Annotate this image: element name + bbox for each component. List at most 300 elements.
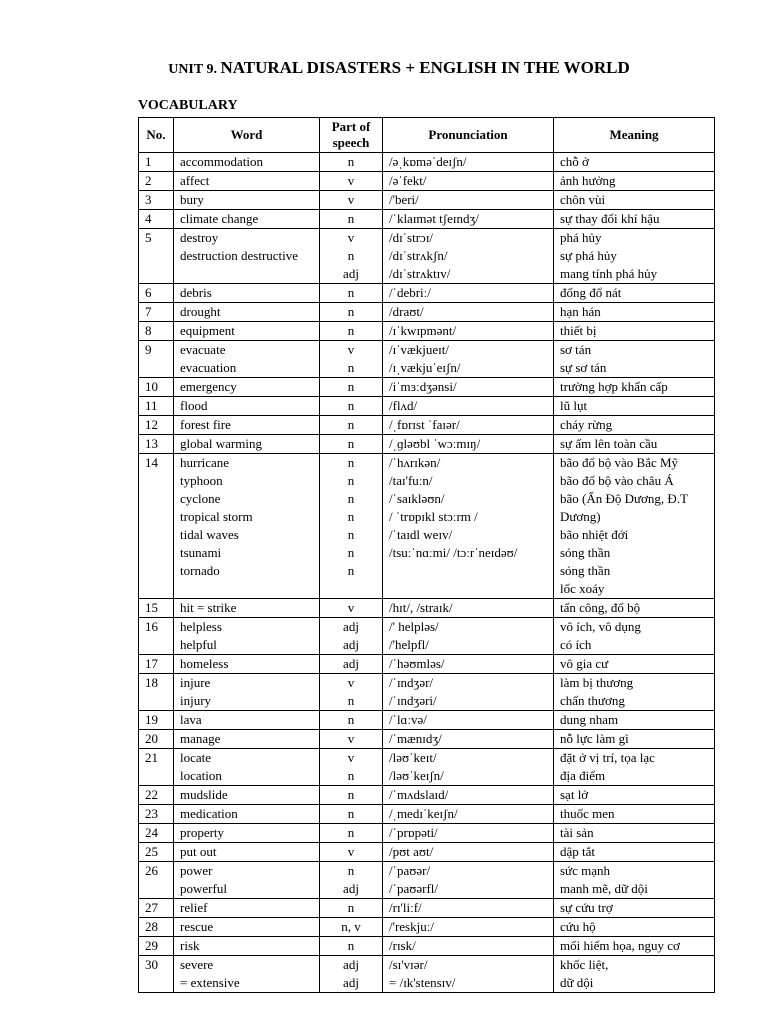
- header-no: No.: [139, 118, 174, 153]
- pronunciation-cell: [383, 191, 554, 210]
- meaning-line: sự phá hủy: [560, 248, 617, 263]
- word-line: destroy: [180, 230, 219, 245]
- pronunciation-cell: [383, 862, 554, 899]
- table-row: [139, 843, 715, 862]
- meaning-line: bão nhiệt đới: [560, 527, 629, 542]
- part-of-speech-line: n: [347, 154, 355, 169]
- row-number: 8: [139, 322, 174, 341]
- word-line: evacuation: [180, 360, 237, 375]
- meaning-cell: [554, 303, 715, 322]
- pronunciation-line: /ˌfɒrɪst ˈfaɪər/: [389, 417, 460, 432]
- table-row: [139, 454, 715, 599]
- word-line: equipment: [180, 323, 235, 338]
- pronunciation-cell: [383, 341, 554, 378]
- word-line: global warming: [180, 436, 262, 451]
- meaning-line: vô ích, vô dụng: [560, 619, 641, 634]
- word-line: put out: [180, 844, 217, 859]
- part-of-speech-cell: [320, 210, 383, 229]
- part-of-speech-cell: [320, 322, 383, 341]
- meaning-line: cứu hộ: [560, 919, 596, 934]
- pronunciation-line: /ˈɪndʒər/: [389, 675, 434, 690]
- table-row: [139, 397, 715, 416]
- part-of-speech-line: n: [347, 473, 355, 488]
- word-line: medication: [180, 806, 238, 821]
- table-row: [139, 805, 715, 824]
- part-of-speech-cell: [320, 397, 383, 416]
- word-cell: [174, 416, 320, 435]
- pronunciation-line: /ˈpaʊər/: [389, 863, 431, 878]
- word-cell: [174, 730, 320, 749]
- meaning-cell: [554, 322, 715, 341]
- table-row: [139, 341, 715, 378]
- part-of-speech-line: adj: [343, 266, 359, 281]
- part-of-speech-line: v: [347, 731, 355, 746]
- meaning-line: khốc liệt,: [560, 957, 609, 972]
- pronunciation-line: /'helpfl/: [389, 637, 429, 652]
- word-line: power: [180, 863, 213, 878]
- table-row: [139, 824, 715, 843]
- meaning-line: lốc xoáy: [560, 581, 605, 596]
- table-row: [139, 711, 715, 730]
- pronunciation-cell: [383, 435, 554, 454]
- part-of-speech-line: n: [347, 900, 355, 915]
- meaning-line: chấn thương: [560, 693, 625, 708]
- table-row: [139, 191, 715, 210]
- word-line: helpful: [180, 637, 217, 652]
- meaning-cell: [554, 341, 715, 378]
- word-line: flood: [180, 398, 208, 413]
- pronunciation-cell: [383, 454, 554, 599]
- part-of-speech-line: adj: [343, 975, 359, 990]
- meaning-line: sự cứu trợ: [560, 900, 613, 915]
- row-number: 18: [139, 674, 174, 711]
- part-of-speech-cell: [320, 416, 383, 435]
- part-of-speech-line: n: [347, 509, 355, 524]
- pronunciation-cell: [383, 749, 554, 786]
- meaning-line: dập tắt: [560, 844, 596, 859]
- word-cell: [174, 899, 320, 918]
- meaning-line: sạt lở: [560, 787, 589, 802]
- meaning-line: thiết bị: [560, 323, 597, 338]
- pronunciation-line: /iˈmɜːdʒənsi/: [389, 379, 457, 394]
- pronunciation-line: /'reskjuː/: [389, 919, 434, 934]
- meaning-line: sóng thần: [560, 563, 611, 578]
- meaning-line: chỗ ở: [560, 154, 589, 169]
- pronunciation-line: /ˈklaɪmət tʃeɪndʒ/: [389, 211, 479, 226]
- part-of-speech-cell: [320, 435, 383, 454]
- row-number: 10: [139, 378, 174, 397]
- word-cell: [174, 599, 320, 618]
- pronunciation-line: /dɪˈstrɔɪ/: [389, 230, 434, 245]
- meaning-line: dung nham: [560, 712, 619, 727]
- meaning-line: cháy rừng: [560, 417, 613, 432]
- pronunciation-line: /' helpləs/: [389, 619, 439, 634]
- pronunciation-cell: [383, 824, 554, 843]
- meaning-line: đặt ở vị trí, tọa lạc: [560, 750, 655, 765]
- row-number: 4: [139, 210, 174, 229]
- meaning-cell: [554, 674, 715, 711]
- pronunciation-line: /ˈlɑːvə/: [389, 712, 427, 727]
- meaning-cell: [554, 918, 715, 937]
- part-of-speech-line: v: [347, 600, 355, 615]
- pronunciation-line: /əˈfekt/: [389, 173, 427, 188]
- meaning-line: tài sản: [560, 825, 594, 840]
- part-of-speech-line: v: [347, 675, 355, 690]
- meaning-cell: [554, 749, 715, 786]
- table-row: [139, 862, 715, 899]
- word-line: accommodation: [180, 154, 264, 169]
- pronunciation-cell: [383, 805, 554, 824]
- part-of-speech-line: n: [347, 806, 355, 821]
- word-cell: [174, 655, 320, 674]
- meaning-line: mang tính phá hủy: [560, 266, 658, 281]
- meaning-line: vô gia cư: [560, 656, 609, 671]
- pronunciation-line: /ˈmʌdslaɪd/: [389, 787, 449, 802]
- part-of-speech-line: n: [347, 693, 355, 708]
- pronunciation-line: /ˈsaɪkləʊn/: [389, 491, 445, 506]
- meaning-line: đống đổ nát: [560, 285, 622, 300]
- word-line: affect: [180, 173, 210, 188]
- pronunciation-line: /ˌɡləʊbl ˈwɔːmɪŋ/: [389, 436, 481, 451]
- part-of-speech-cell: [320, 191, 383, 210]
- pronunciation-line: /dɪˈstrʌktɪv/: [389, 266, 451, 281]
- meaning-line: sóng thần: [560, 545, 611, 560]
- word-cell: [174, 397, 320, 416]
- row-number: 9: [139, 341, 174, 378]
- row-number: 5: [139, 229, 174, 284]
- word-line: destruction destructive: [180, 248, 299, 263]
- meaning-line: tấn công, đổ bộ: [560, 600, 641, 615]
- part-of-speech-line: adj: [343, 957, 359, 972]
- word-line: drought: [180, 304, 221, 319]
- table-row: [139, 786, 715, 805]
- pronunciation-line: /flʌd/: [389, 398, 418, 413]
- pronunciation-cell: [383, 655, 554, 674]
- pronunciation-line: /ləʊˈkeɪʃn/: [389, 768, 444, 783]
- word-cell: [174, 824, 320, 843]
- row-number: 13: [139, 435, 174, 454]
- part-of-speech-cell: [320, 378, 383, 397]
- meaning-line: thuốc men: [560, 806, 615, 821]
- part-of-speech-cell: [320, 172, 383, 191]
- pronunciation-line: /ˈhʌrɪkən/: [389, 455, 441, 470]
- word-cell: [174, 229, 320, 284]
- part-of-speech-cell: [320, 843, 383, 862]
- meaning-cell: [554, 937, 715, 956]
- unit-title-main: NATURAL DISASTERS + ENGLISH IN THE WORLD: [220, 58, 630, 77]
- header-word: Word: [174, 118, 320, 153]
- pronunciation-line: /ˈdebriː/: [389, 285, 431, 300]
- unit-title-prefix: UNIT 9.: [168, 62, 221, 77]
- row-number: 30: [139, 956, 174, 993]
- meaning-line: bão đổ bộ vào Bắc Mỹ: [560, 455, 679, 470]
- part-of-speech-cell: [320, 899, 383, 918]
- meaning-cell: [554, 786, 715, 805]
- pronunciation-cell: [383, 172, 554, 191]
- part-of-speech-line: n: [347, 248, 355, 263]
- word-line: tropical storm: [180, 509, 253, 524]
- meaning-cell: [554, 824, 715, 843]
- part-of-speech-line: n: [347, 285, 355, 300]
- table-row: [139, 378, 715, 397]
- pronunciation-cell: [383, 322, 554, 341]
- meaning-line: sự thay đổi khí hậu: [560, 211, 660, 226]
- meaning-line: hạn hán: [560, 304, 601, 319]
- word-line: injury: [180, 693, 212, 708]
- part-of-speech-line: v: [347, 173, 355, 188]
- meaning-line: lũ lụt: [560, 398, 588, 413]
- pronunciation-cell: [383, 599, 554, 618]
- meaning-line: trường hợp khẩn cấp: [560, 379, 668, 394]
- pronunciation-line: /taɪ'fuːn/: [389, 473, 433, 488]
- table-row: [139, 618, 715, 655]
- word-cell: [174, 937, 320, 956]
- row-number: 28: [139, 918, 174, 937]
- row-number: 15: [139, 599, 174, 618]
- word-line: rescue: [180, 919, 214, 934]
- meaning-line: nỗ lực làm gì: [560, 731, 629, 746]
- pronunciation-cell: [383, 843, 554, 862]
- meaning-line: sự sơ tán: [560, 360, 607, 375]
- part-of-speech-cell: [320, 303, 383, 322]
- word-cell: [174, 618, 320, 655]
- meaning-cell: [554, 435, 715, 454]
- pronunciation-line: /ɪˈkwɪpmənt/: [389, 323, 457, 338]
- pronunciation-cell: [383, 899, 554, 918]
- table-row: [139, 303, 715, 322]
- meaning-cell: [554, 229, 715, 284]
- part-of-speech-line: n: [347, 211, 355, 226]
- word-line: relief: [180, 900, 208, 915]
- part-of-speech-line: n: [347, 563, 355, 578]
- row-number: 6: [139, 284, 174, 303]
- pronunciation-line: /ˌmedɪˈkeɪʃn/: [389, 806, 458, 821]
- table-row: [139, 674, 715, 711]
- word-cell: [174, 862, 320, 899]
- pronunciation-cell: [383, 711, 554, 730]
- meaning-line: ảnh hưởng: [560, 173, 616, 188]
- pronunciation-cell: [383, 210, 554, 229]
- meaning-line: sơ tán: [560, 342, 592, 357]
- part-of-speech-cell: [320, 805, 383, 824]
- part-of-speech-cell: [320, 711, 383, 730]
- word-cell: [174, 191, 320, 210]
- pronunciation-cell: [383, 956, 554, 993]
- part-of-speech-cell: [320, 786, 383, 805]
- word-line: hit = strike: [180, 600, 237, 615]
- part-of-speech-line: n: [347, 491, 355, 506]
- pronunciation-line: /rɪ'liːf/: [389, 900, 422, 915]
- pronunciation-cell: [383, 618, 554, 655]
- word-line: tidal waves: [180, 527, 239, 542]
- word-cell: [174, 454, 320, 599]
- pronunciation-line: /draʊt/: [389, 304, 424, 319]
- word-line: severe: [180, 957, 214, 972]
- part-of-speech-cell: [320, 730, 383, 749]
- meaning-cell: [554, 730, 715, 749]
- pronunciation-line: /ɪˈvækjueɪt/: [389, 342, 449, 357]
- part-of-speech-line: n: [347, 712, 355, 727]
- row-number: 14: [139, 454, 174, 599]
- word-cell: [174, 341, 320, 378]
- row-number: 20: [139, 730, 174, 749]
- part-of-speech-cell: [320, 918, 383, 937]
- word-cell: [174, 435, 320, 454]
- word-cell: [174, 378, 320, 397]
- meaning-cell: [554, 153, 715, 172]
- part-of-speech-cell: [320, 153, 383, 172]
- table-row: [139, 435, 715, 454]
- vocabulary-table: [138, 117, 715, 993]
- meaning-line: làm bị thương: [560, 675, 634, 690]
- pronunciation-cell: [383, 397, 554, 416]
- meaning-line: manh mẽ, dữ dội: [560, 881, 648, 896]
- part-of-speech-cell: [320, 454, 383, 599]
- row-number: 21: [139, 749, 174, 786]
- word-cell: [174, 172, 320, 191]
- part-of-speech-line: n: [347, 455, 355, 470]
- meaning-cell: [554, 397, 715, 416]
- part-of-speech-line: n: [347, 545, 355, 560]
- table-row: [139, 284, 715, 303]
- table-row: [139, 210, 715, 229]
- part-of-speech-cell: [320, 862, 383, 899]
- part-of-speech-line: n: [347, 304, 355, 319]
- table-row: [139, 655, 715, 674]
- part-of-speech-line: v: [347, 750, 355, 765]
- table-row: [139, 749, 715, 786]
- word-line: risk: [180, 938, 200, 953]
- word-line: powerful: [180, 881, 227, 896]
- meaning-line: sức mạnh: [560, 863, 611, 878]
- word-cell: [174, 303, 320, 322]
- table-row: [139, 956, 715, 993]
- pronunciation-cell: [383, 730, 554, 749]
- pronunciation-cell: [383, 937, 554, 956]
- word-cell: [174, 711, 320, 730]
- part-of-speech-line: adj: [343, 619, 359, 634]
- pronunciation-line: / ˈtrɒpɪkl stɔːrm /: [389, 509, 478, 524]
- part-of-speech-cell: [320, 674, 383, 711]
- table-row: [139, 322, 715, 341]
- word-line: typhoon: [180, 473, 223, 488]
- part-of-speech-line: v: [347, 230, 355, 245]
- pronunciation-cell: [383, 786, 554, 805]
- meaning-cell: [554, 655, 715, 674]
- word-line: locate: [180, 750, 212, 765]
- part-of-speech-line: n: [347, 398, 355, 413]
- part-of-speech-line: n: [347, 360, 355, 375]
- row-number: 7: [139, 303, 174, 322]
- row-number: 29: [139, 937, 174, 956]
- meaning-cell: [554, 210, 715, 229]
- meaning-cell: [554, 843, 715, 862]
- table-row: [139, 229, 715, 284]
- word-line: property: [180, 825, 225, 840]
- table-row: [139, 416, 715, 435]
- word-cell: [174, 284, 320, 303]
- meaning-cell: [554, 599, 715, 618]
- pronunciation-cell: [383, 674, 554, 711]
- part-of-speech-cell: [320, 341, 383, 378]
- table-row: [139, 153, 715, 172]
- row-number: 23: [139, 805, 174, 824]
- table-row: [139, 172, 715, 191]
- meaning-cell: [554, 899, 715, 918]
- meaning-line: địa điểm: [560, 768, 606, 783]
- meaning-line: mối hiểm họa, nguy cơ: [560, 938, 680, 953]
- pronunciation-line: /tsuːˈnɑːmi/ /tɔːrˈneɪdəʊ/: [389, 545, 518, 560]
- word-line: emergency: [180, 379, 237, 394]
- pronunciation-line: /ˈpaʊərfl/: [389, 881, 438, 896]
- part-of-speech-line: n, v: [341, 919, 361, 934]
- table-row: [139, 730, 715, 749]
- word-line: location: [180, 768, 222, 783]
- table-header-row: [139, 118, 715, 153]
- part-of-speech-line: v: [347, 844, 355, 859]
- pronunciation-line: /hɪt/, /straɪk/: [389, 600, 453, 615]
- word-cell: [174, 843, 320, 862]
- part-of-speech-line: n: [347, 825, 355, 840]
- part-of-speech-line: n: [347, 938, 355, 953]
- word-cell: [174, 674, 320, 711]
- part-of-speech-line: n: [347, 527, 355, 542]
- word-line: evacuate: [180, 342, 226, 357]
- row-number: 26: [139, 862, 174, 899]
- pronunciation-line: /ˈmænɪdʒ/: [389, 731, 442, 746]
- word-cell: [174, 322, 320, 341]
- header-meaning: Meaning: [554, 118, 715, 153]
- word-line: climate change: [180, 211, 259, 226]
- meaning-cell: [554, 284, 715, 303]
- part-of-speech-line: n: [347, 436, 355, 451]
- row-number: 16: [139, 618, 174, 655]
- part-of-speech-line: n: [347, 768, 355, 783]
- pronunciation-cell: [383, 303, 554, 322]
- part-of-speech-cell: [320, 655, 383, 674]
- part-of-speech-cell: [320, 956, 383, 993]
- row-number: 22: [139, 786, 174, 805]
- part-of-speech-line: n: [347, 323, 355, 338]
- pronunciation-line: /sɪ'vɪər/: [389, 957, 428, 972]
- word-line: helpless: [180, 619, 222, 634]
- part-of-speech-cell: [320, 284, 383, 303]
- part-of-speech-cell: [320, 599, 383, 618]
- table-row: [139, 937, 715, 956]
- part-of-speech-line: v: [347, 342, 355, 357]
- pronunciation-line: /ˈtaɪdl weɪv/: [389, 527, 453, 542]
- table-row: [139, 918, 715, 937]
- pronunciation-line: /ˈprɒpəti/: [389, 825, 438, 840]
- row-number: 27: [139, 899, 174, 918]
- pronunciation-line: /dɪˈstrʌkʃn/: [389, 248, 448, 263]
- word-line: = extensive: [180, 975, 240, 990]
- meaning-cell: [554, 805, 715, 824]
- meaning-cell: [554, 378, 715, 397]
- pronunciation-line: = /ɪk'stensɪv/: [389, 975, 456, 990]
- word-line: debris: [180, 285, 212, 300]
- pronunciation-line: /ɪˌvækjuˈeɪʃn/: [389, 360, 461, 375]
- part-of-speech-cell: [320, 824, 383, 843]
- part-of-speech-cell: [320, 749, 383, 786]
- word-line: hurricane: [180, 455, 230, 470]
- word-cell: [174, 210, 320, 229]
- part-of-speech-line: adj: [343, 637, 359, 652]
- pronunciation-cell: [383, 153, 554, 172]
- part-of-speech-cell: [320, 229, 383, 284]
- meaning-cell: [554, 454, 715, 599]
- row-number: 11: [139, 397, 174, 416]
